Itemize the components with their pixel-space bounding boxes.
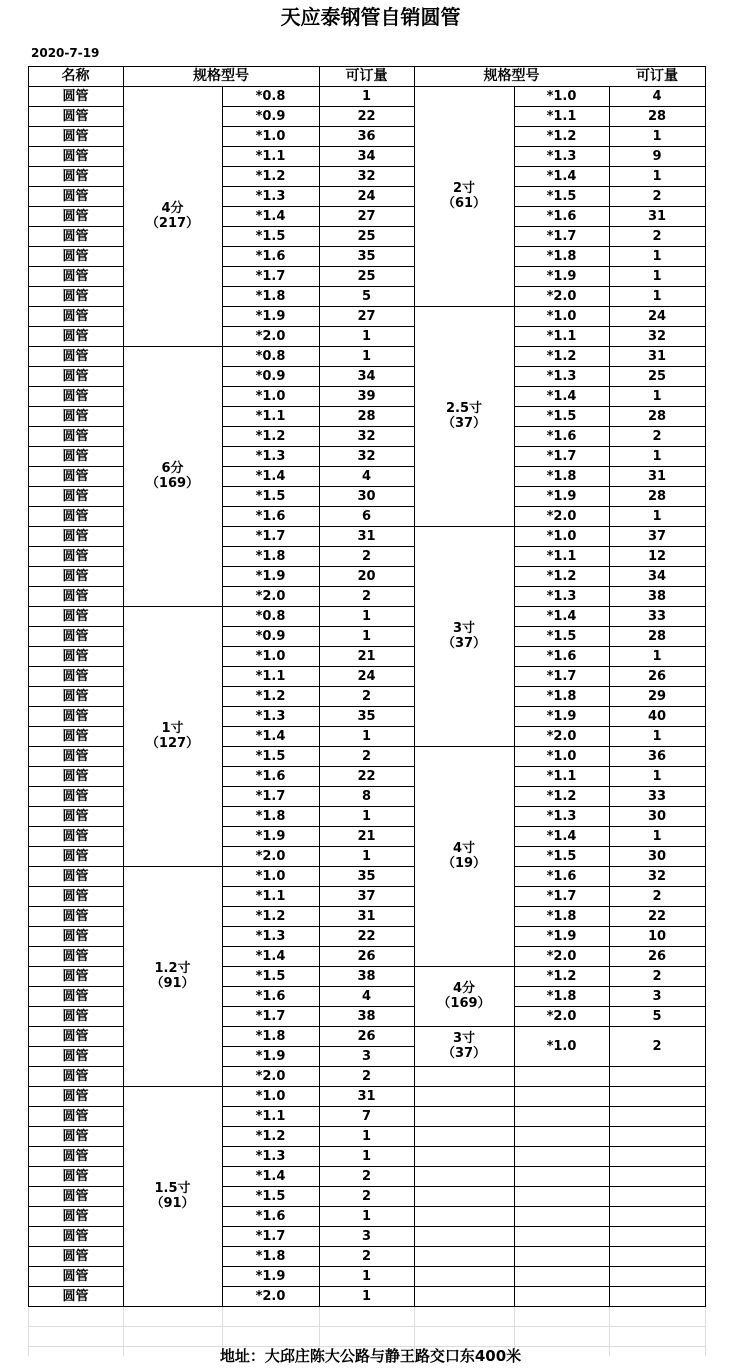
left-qty: 31 <box>357 528 376 544</box>
right-spec: *1.7 <box>546 448 577 464</box>
left-qty: 38 <box>357 968 376 984</box>
right-spec: *1.6 <box>546 868 577 884</box>
right-qty: 24 <box>647 308 667 324</box>
right-qty: 26 <box>647 668 667 684</box>
right-qty: 1 <box>652 388 662 404</box>
right-qty: 29 <box>647 688 667 704</box>
right-group-label: 4分 （169） <box>437 981 491 1011</box>
address-footer: 地址：大邱庄陈大公路与静王路交口东400米 <box>219 1347 522 1365</box>
right-qty: 30 <box>647 808 667 824</box>
left-spec: *1.3 <box>255 928 286 944</box>
left-spec: *1.6 <box>255 248 286 264</box>
row-name: 圆管 <box>62 588 89 604</box>
right-spec: *1.9 <box>546 268 577 284</box>
left-qty: 2 <box>361 588 372 604</box>
row-name: 圆管 <box>62 128 89 144</box>
right-spec: *1.2 <box>546 128 577 144</box>
row-name: 圆管 <box>62 648 89 664</box>
left-spec: *1.2 <box>255 168 286 184</box>
row-name: 圆管 <box>62 228 89 244</box>
left-qty: 1 <box>361 88 372 104</box>
right-qty: 2 <box>652 228 662 244</box>
left-spec: *1.5 <box>255 1188 286 1204</box>
row-name: 圆管 <box>62 928 89 944</box>
left-qty: 21 <box>357 828 376 844</box>
right-spec: *1.0 <box>546 748 577 764</box>
left-qty: 28 <box>357 408 376 424</box>
right-spec: *1.3 <box>546 588 577 604</box>
left-spec: *1.1 <box>255 408 286 424</box>
left-spec: *1.3 <box>255 708 286 724</box>
left-spec: *1.5 <box>255 228 286 244</box>
left-spec: *1.6 <box>255 988 286 1004</box>
right-spec: *1.0 <box>546 308 577 324</box>
left-spec: *0.8 <box>255 88 286 104</box>
left-spec: *1.2 <box>255 1128 286 1144</box>
right-qty: 33 <box>647 788 667 804</box>
right-spec: *1.7 <box>546 668 577 684</box>
right-spec: *1.4 <box>546 168 577 184</box>
row-name: 圆管 <box>62 288 89 304</box>
left-qty: 26 <box>357 948 376 964</box>
right-qty: 2 <box>652 428 662 444</box>
right-qty: 37 <box>647 528 667 544</box>
row-name: 圆管 <box>62 1228 89 1244</box>
left-qty: 2 <box>361 1068 372 1084</box>
right-spec: *1.2 <box>546 968 577 984</box>
left-spec: *1.3 <box>255 188 286 204</box>
left-spec: *1.2 <box>255 428 286 444</box>
left-spec: *1.2 <box>255 908 286 924</box>
left-qty: 31 <box>357 908 376 924</box>
right-qty: 32 <box>647 868 667 884</box>
right-qty: 31 <box>647 208 667 224</box>
right-group-label: 3寸 （37） <box>441 621 487 651</box>
left-spec: *0.9 <box>255 628 286 644</box>
left-qty: 22 <box>357 768 376 784</box>
right-spec: *1.2 <box>546 348 577 364</box>
row-name: 圆管 <box>62 1048 89 1064</box>
left-spec: *1.9 <box>255 308 286 324</box>
row-name: 圆管 <box>62 1208 89 1224</box>
row-name: 圆管 <box>62 948 89 964</box>
row-name: 圆管 <box>62 528 89 544</box>
left-qty: 37 <box>357 888 376 904</box>
left-qty: 1 <box>361 328 372 344</box>
right-qty: 28 <box>647 628 667 644</box>
left-spec: *1.1 <box>255 888 286 904</box>
left-qty: 2 <box>361 1168 372 1184</box>
row-name: 圆管 <box>62 888 89 904</box>
left-spec: *1.9 <box>255 568 286 584</box>
left-qty: 35 <box>357 868 376 884</box>
right-spec: *1.6 <box>546 208 577 224</box>
left-qty: 25 <box>357 228 376 244</box>
left-qty: 27 <box>357 208 376 224</box>
left-spec: *1.8 <box>255 288 286 304</box>
left-spec: *0.8 <box>255 608 286 624</box>
row-name: 圆管 <box>62 728 89 744</box>
left-spec: *1.8 <box>255 808 286 824</box>
row-name: 圆管 <box>62 548 89 564</box>
left-qty: 1 <box>361 1268 372 1284</box>
row-name: 圆管 <box>62 1168 89 1184</box>
right-spec: *1.1 <box>546 548 577 564</box>
right-qty: 33 <box>647 608 667 624</box>
header-name: 名称 <box>61 67 90 84</box>
left-group-label: 1寸 （127） <box>145 721 200 751</box>
left-qty: 4 <box>361 468 372 484</box>
left-spec: *1.6 <box>255 508 286 524</box>
left-spec: *1.6 <box>255 1208 286 1224</box>
row-name: 圆管 <box>62 448 89 464</box>
header-spec-right: 规格型号 <box>483 67 540 84</box>
left-spec: *2.0 <box>255 328 286 344</box>
row-name: 圆管 <box>62 1068 89 1084</box>
left-spec: *2.0 <box>255 848 286 864</box>
right-spec: *1.8 <box>546 988 577 1004</box>
right-qty: 2 <box>652 888 662 904</box>
right-qty: 1 <box>652 828 662 844</box>
left-qty: 32 <box>357 448 376 464</box>
left-qty: 1 <box>361 1208 372 1224</box>
left-qty: 20 <box>357 568 376 584</box>
right-spec: *1.3 <box>546 808 577 824</box>
left-spec: *1.9 <box>255 1048 286 1064</box>
left-qty: 22 <box>357 108 376 124</box>
row-name: 圆管 <box>62 1028 89 1044</box>
right-qty: 36 <box>647 748 667 764</box>
left-qty: 1 <box>361 848 372 864</box>
row-name: 圆管 <box>62 108 89 124</box>
right-spec: *1.6 <box>546 428 577 444</box>
right-spec: *1.5 <box>546 188 577 204</box>
row-name: 圆管 <box>62 368 89 384</box>
left-qty: 1 <box>361 608 372 624</box>
right-spec: *1.1 <box>546 768 577 784</box>
left-spec: *1.0 <box>255 868 286 884</box>
left-spec: *1.3 <box>255 448 286 464</box>
left-spec: *1.8 <box>255 1028 286 1044</box>
right-qty: 10 <box>647 928 667 944</box>
right-qty: 1 <box>652 768 662 784</box>
row-name: 圆管 <box>62 1288 89 1304</box>
left-qty: 1 <box>361 628 372 644</box>
left-spec: *0.8 <box>255 348 286 364</box>
right-spec: *1.9 <box>546 928 577 944</box>
left-spec: *1.7 <box>255 1228 286 1244</box>
row-name: 圆管 <box>62 1128 89 1144</box>
left-qty: 27 <box>357 308 376 324</box>
right-qty: 4 <box>652 88 662 104</box>
right-qty: 28 <box>647 408 667 424</box>
header-qty-right: 可订量 <box>636 67 678 84</box>
right-group-label: 2.5寸 （37） <box>441 401 487 431</box>
right-spec: *1.8 <box>546 908 577 924</box>
left-spec: *1.0 <box>255 648 286 664</box>
left-spec: *1.5 <box>255 748 286 764</box>
left-spec: *1.6 <box>255 768 286 784</box>
row-name: 圆管 <box>62 1268 89 1284</box>
left-qty: 31 <box>357 1088 376 1104</box>
left-qty: 25 <box>357 268 376 284</box>
left-qty: 8 <box>361 788 372 804</box>
row-name: 圆管 <box>62 848 89 864</box>
left-group-label: 1.2寸 （91） <box>150 961 195 991</box>
right-qty: 1 <box>652 168 662 184</box>
row-name: 圆管 <box>62 268 89 284</box>
left-spec: *1.4 <box>255 468 286 484</box>
left-qty: 2 <box>361 1188 372 1204</box>
right-spec: *2.0 <box>546 948 577 964</box>
row-name: 圆管 <box>62 628 89 644</box>
right-spec: *1.1 <box>546 328 577 344</box>
left-qty: 5 <box>361 288 372 304</box>
right-spec: *1.8 <box>546 688 577 704</box>
left-qty: 3 <box>361 1228 372 1244</box>
right-spec: *1.0 <box>546 528 577 544</box>
left-spec: *1.1 <box>255 1108 286 1124</box>
left-spec: *1.9 <box>255 1268 286 1284</box>
left-qty: 2 <box>361 1248 372 1264</box>
left-spec: *2.0 <box>255 1288 286 1304</box>
left-qty: 2 <box>361 688 372 704</box>
left-qty: 21 <box>357 648 376 664</box>
left-spec: *1.9 <box>255 828 286 844</box>
right-qty: 38 <box>647 588 667 604</box>
report-date: 2020-7-19 <box>31 46 100 60</box>
right-spec: *1.6 <box>546 648 577 664</box>
left-spec: *1.5 <box>255 488 286 504</box>
row-name: 圆管 <box>62 1148 89 1164</box>
left-qty: 38 <box>357 1008 376 1024</box>
row-name: 圆管 <box>62 428 89 444</box>
right-spec: *1.0 <box>546 1038 577 1054</box>
row-name: 圆管 <box>62 988 89 1004</box>
left-spec: *1.7 <box>255 788 286 804</box>
left-qty: 22 <box>357 928 376 944</box>
right-spec: *2.0 <box>546 288 577 304</box>
left-spec: *1.4 <box>255 948 286 964</box>
right-spec: *1.1 <box>546 108 577 124</box>
right-spec: *1.7 <box>546 228 577 244</box>
header-spec-left: 规格型号 <box>193 67 249 84</box>
row-name: 圆管 <box>62 1108 89 1124</box>
left-qty: 1 <box>361 1128 372 1144</box>
row-name: 圆管 <box>62 308 89 324</box>
right-spec: *1.7 <box>546 888 577 904</box>
row-name: 圆管 <box>62 1188 89 1204</box>
left-spec: *1.3 <box>255 1148 286 1164</box>
left-qty: 3 <box>361 1048 372 1064</box>
left-qty: 26 <box>357 1028 376 1044</box>
left-qty: 1 <box>361 1148 372 1164</box>
row-name: 圆管 <box>62 808 89 824</box>
left-qty: 35 <box>357 248 376 264</box>
left-qty: 32 <box>357 428 376 444</box>
right-spec: *1.8 <box>546 468 577 484</box>
row-name: 圆管 <box>62 768 89 784</box>
row-name: 圆管 <box>62 248 89 264</box>
right-spec: *1.9 <box>546 488 577 504</box>
left-spec: *1.5 <box>255 968 286 984</box>
right-spec: *1.9 <box>546 708 577 724</box>
left-spec: *1.1 <box>255 148 286 164</box>
row-name: 圆管 <box>62 148 89 164</box>
right-qty: 22 <box>647 908 667 924</box>
right-spec: *1.0 <box>546 88 577 104</box>
right-spec: *1.3 <box>546 368 577 384</box>
right-qty: 5 <box>652 1008 662 1024</box>
row-name: 圆管 <box>62 488 89 504</box>
left-qty: 1 <box>361 1288 372 1304</box>
left-spec: *1.7 <box>255 1008 286 1024</box>
row-name: 圆管 <box>62 908 89 924</box>
row-name: 圆管 <box>62 1088 89 1104</box>
row-name: 圆管 <box>62 1248 89 1264</box>
left-spec: *1.7 <box>255 528 286 544</box>
right-spec: *1.5 <box>546 848 577 864</box>
right-qty: 1 <box>652 508 662 524</box>
left-spec: *2.0 <box>255 588 286 604</box>
row-name: 圆管 <box>62 348 89 364</box>
right-spec: *1.5 <box>546 628 577 644</box>
right-spec: *1.3 <box>546 148 577 164</box>
row-name: 圆管 <box>62 408 89 424</box>
left-qty: 39 <box>357 388 376 404</box>
left-group-label: 1.5寸 （91） <box>150 1181 195 1211</box>
left-qty: 1 <box>361 348 372 364</box>
left-qty: 32 <box>357 168 376 184</box>
left-qty: 1 <box>361 728 372 744</box>
right-spec: *1.4 <box>546 828 577 844</box>
left-spec: *1.8 <box>255 1248 286 1264</box>
right-qty: 25 <box>647 368 667 384</box>
left-qty: 24 <box>357 668 376 684</box>
left-spec: *1.1 <box>255 668 286 684</box>
row-name: 圆管 <box>62 968 89 984</box>
left-qty: 2 <box>361 548 372 564</box>
right-qty: 2 <box>652 968 662 984</box>
left-spec: *1.0 <box>255 388 286 404</box>
row-name: 圆管 <box>62 788 89 804</box>
right-qty: 30 <box>647 848 667 864</box>
right-qty: 3 <box>652 988 662 1004</box>
right-qty: 26 <box>647 948 667 964</box>
right-qty: 28 <box>647 488 667 504</box>
left-qty: 4 <box>361 988 372 1004</box>
right-qty: 28 <box>647 108 667 124</box>
right-spec: *1.5 <box>546 408 577 424</box>
right-qty: 2 <box>652 188 662 204</box>
row-name: 圆管 <box>62 1008 89 1024</box>
right-spec: *2.0 <box>546 508 577 524</box>
page-title: 天应泰钢管自销圆管 <box>280 5 461 29</box>
left-spec: *1.7 <box>255 268 286 284</box>
row-name: 圆管 <box>62 468 89 484</box>
row-name: 圆管 <box>62 508 89 524</box>
left-spec: *2.0 <box>255 1068 286 1084</box>
row-name: 圆管 <box>62 388 89 404</box>
right-group-label: 3寸 （37） <box>441 1031 487 1061</box>
left-spec: *1.2 <box>255 688 286 704</box>
left-spec: *1.0 <box>255 1088 286 1104</box>
row-name: 圆管 <box>62 328 89 344</box>
row-name: 圆管 <box>62 748 89 764</box>
left-qty: 36 <box>357 128 376 144</box>
row-name: 圆管 <box>62 708 89 724</box>
left-group-label: 4分 （217） <box>145 201 200 231</box>
right-qty: 40 <box>647 708 667 724</box>
left-qty: 24 <box>357 188 376 204</box>
left-group-label: 6分 （169） <box>145 461 200 491</box>
row-name: 圆管 <box>62 168 89 184</box>
left-qty: 30 <box>357 488 376 504</box>
right-qty: 1 <box>652 728 662 744</box>
row-name: 圆管 <box>62 668 89 684</box>
left-qty: 34 <box>357 148 376 164</box>
left-spec: *0.9 <box>255 368 286 384</box>
right-qty: 1 <box>652 268 662 284</box>
left-qty: 6 <box>361 508 372 524</box>
left-qty: 7 <box>361 1108 372 1124</box>
row-name: 圆管 <box>62 828 89 844</box>
right-group-label: 4寸 （19） <box>441 841 487 871</box>
right-qty: 1 <box>652 448 662 464</box>
left-qty: 2 <box>361 748 372 764</box>
right-qty: 1 <box>652 128 662 144</box>
row-name: 圆管 <box>62 208 89 224</box>
row-name: 圆管 <box>62 88 89 104</box>
right-group-label: 2寸 （61） <box>441 181 487 211</box>
left-spec: *0.9 <box>255 108 286 124</box>
row-name: 圆管 <box>62 568 89 584</box>
right-qty: 1 <box>652 248 662 264</box>
left-qty: 35 <box>357 708 376 724</box>
left-qty: 1 <box>361 808 372 824</box>
right-qty: 31 <box>647 348 667 364</box>
right-qty: 31 <box>647 468 667 484</box>
right-qty: 1 <box>652 288 662 304</box>
right-qty: 12 <box>647 548 667 564</box>
left-spec: *1.4 <box>255 728 286 744</box>
right-qty: 34 <box>647 568 667 584</box>
right-qty: 2 <box>652 1038 662 1054</box>
right-spec: *1.2 <box>546 568 577 584</box>
row-name: 圆管 <box>62 188 89 204</box>
left-qty: 34 <box>357 368 376 384</box>
header-qty-left: 可订量 <box>345 67 388 84</box>
right-qty: 1 <box>652 648 662 664</box>
right-spec: *2.0 <box>546 728 577 744</box>
row-name: 圆管 <box>62 868 89 884</box>
left-spec: *1.0 <box>255 128 286 144</box>
left-spec: *1.4 <box>255 208 286 224</box>
left-spec: *1.8 <box>255 548 286 564</box>
row-name: 圆管 <box>62 688 89 704</box>
right-qty: 32 <box>647 328 667 344</box>
row-name: 圆管 <box>62 608 89 624</box>
left-spec: *1.4 <box>255 1168 286 1184</box>
right-spec: *2.0 <box>546 1008 577 1024</box>
right-spec: *1.8 <box>546 248 577 264</box>
right-spec: *1.2 <box>546 788 577 804</box>
right-qty: 9 <box>652 148 662 164</box>
right-spec: *1.4 <box>546 608 577 624</box>
right-spec: *1.4 <box>546 388 577 404</box>
